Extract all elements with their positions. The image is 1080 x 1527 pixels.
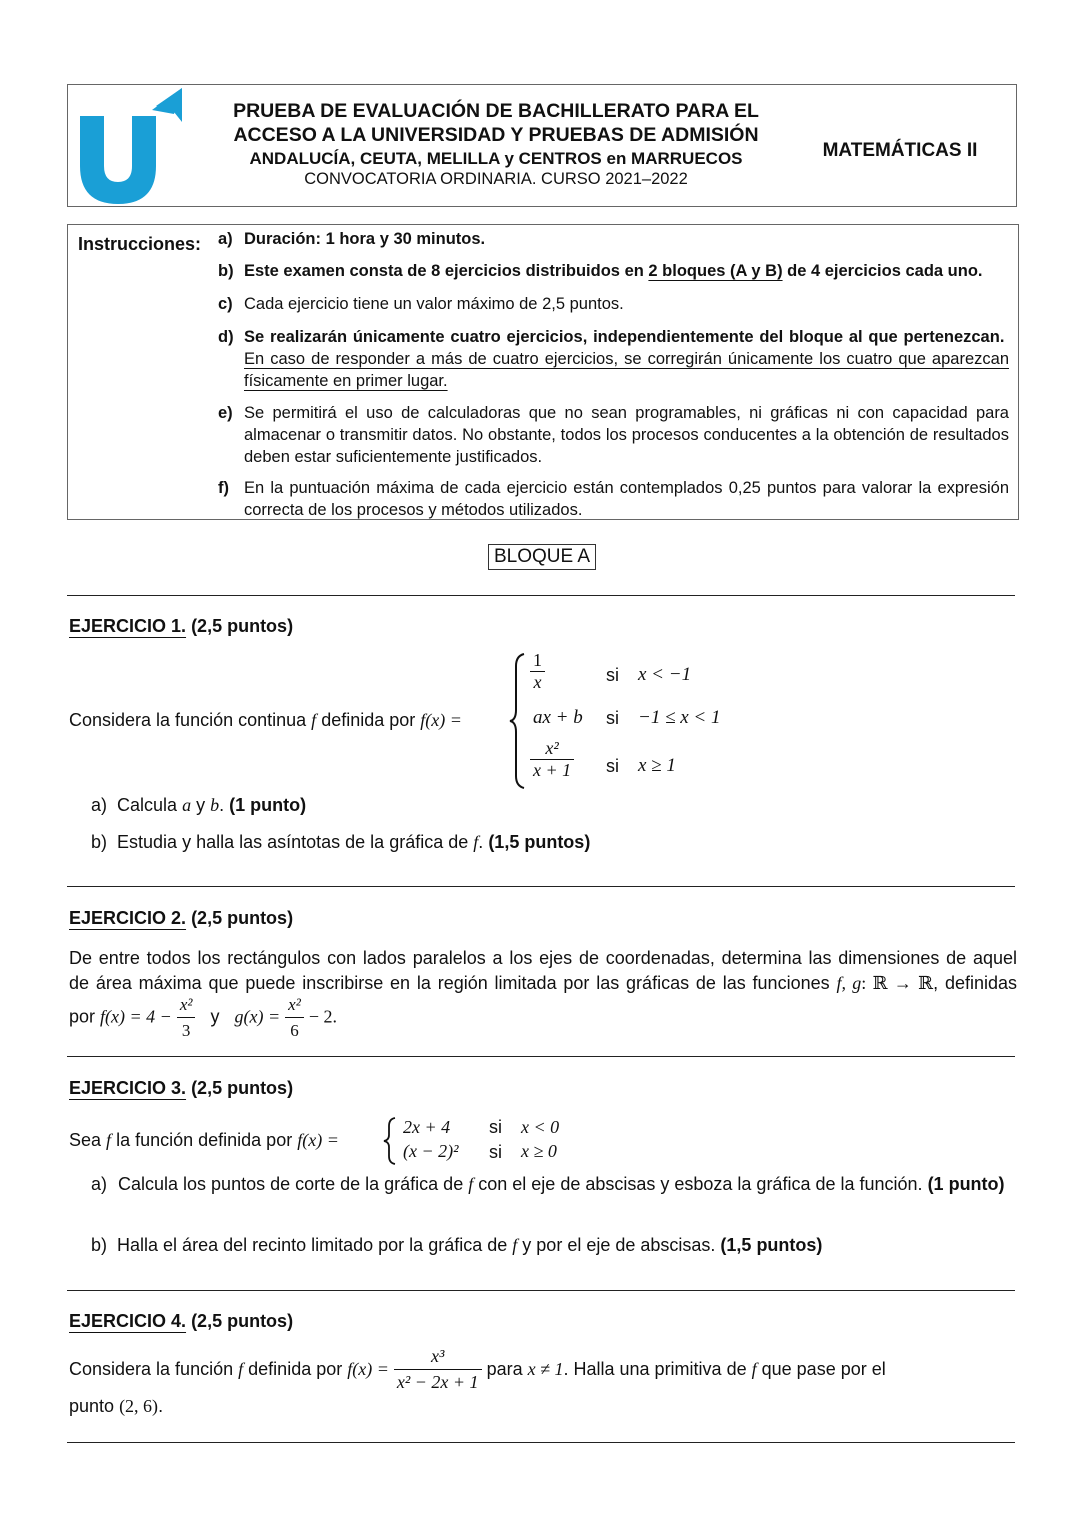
exercise-4-point: punto (2, 6). xyxy=(69,1396,164,1416)
divider xyxy=(67,595,1015,596)
divider xyxy=(67,1442,1015,1443)
item-text: Este examen consta de 8 ejercicios distribuidos en xyxy=(244,262,649,280)
item-text: Cada ejercicio tiene un valor máximo de 2,5 puntos. xyxy=(244,295,624,313)
case-3-expr: $\frac{\text{x²}}{x + 1}$ xyxy=(530,738,574,781)
item-text: Duración: 1 hora y 30 minutos. xyxy=(244,230,486,248)
exercise-3-statement: Sea f la función definida por f(x) = xyxy=(69,1130,339,1150)
instruction-item-e xyxy=(218,402,1009,468)
item-letter: e) xyxy=(218,404,233,422)
case-1-expr: 2x + 4 xyxy=(403,1117,451,1137)
item-letter: f) xyxy=(218,479,229,497)
exercise-1-statement: Considera la función continua f definida por f(x) = xyxy=(69,710,462,730)
exercise-3-part-b: b) Halla el área del recinto limitado por la gráfica de f y por el eje de abscisas. (1,5 puntos) xyxy=(91,1235,823,1255)
divider xyxy=(67,1056,1015,1057)
subject-title: MATEMÁTICAS II xyxy=(822,140,978,161)
case-3-cond: x ≥ 1 xyxy=(638,755,676,776)
instruction-item-f xyxy=(218,477,1009,521)
case-1-si: si xyxy=(489,1117,502,1137)
exercise-2-functions: por f(x) = 4 − $\frac{\text{x²}}{3}$ y g(x) = $\frac{\text{x²}}{6}$ − 2. xyxy=(69,992,337,1043)
left-brace-icon xyxy=(382,1116,398,1171)
instruction-item-d xyxy=(218,326,1009,392)
university-logo-icon xyxy=(78,86,184,204)
item-underlined: En caso de responder a más de cuatro ejercicios, se corregirán únicamente los cuatro que aparezcan físicamente en primer lugar. xyxy=(244,350,1009,390)
item-letter: d) xyxy=(218,328,234,346)
case-2-expr: (x − 2)² xyxy=(403,1141,459,1161)
exercise-2-line-2: de área máxima que puede inscribirse en la región limitada por las gráficas de las funciones f, g: ℝ → ℝ, definidas xyxy=(69,973,1017,993)
instruction-item-b xyxy=(218,260,1009,282)
case-1-expr: $\frac{1}{x}$ xyxy=(530,650,545,693)
item-letter: a) xyxy=(218,230,233,248)
divider xyxy=(67,1290,1015,1291)
case-2-cond: x ≥ 0 xyxy=(521,1141,557,1161)
case-2-cond: −1 ≤ x < 1 xyxy=(638,707,721,728)
item-text-end: de 4 ejercicios cada uno. xyxy=(782,262,983,280)
exercise-2-title: EJERCICIO 2. (2,5 puntos) xyxy=(69,908,294,928)
header-convocatoria: CONVOCATORIA ORDINARIA. CURSO 2021–2022 xyxy=(304,170,688,188)
item-underlined: 2 bloques (A y B) xyxy=(648,262,783,280)
exercise-1-part-b: b) Estudia y halla las asíntotas de la gráfica de f. (1,5 puntos) xyxy=(91,832,591,852)
item-text: Se permitirá el uso de calculadoras que no sean programables, ni gráficas ni con capacidad para almacenar o transmitir datos. No obstante, todos los procesos conducentes a la obtención de resultados deben estar suficientemente justificados. xyxy=(244,404,1009,466)
bloque-a-label: BLOQUE A xyxy=(488,544,596,570)
case-1-cond: x < −1 xyxy=(638,664,692,685)
instruction-item-c xyxy=(218,293,1009,315)
instructions-label: Instrucciones: xyxy=(78,234,202,254)
exercise-3-title: EJERCICIO 3. (2,5 puntos) xyxy=(69,1078,294,1098)
exercise-1-part-a: a) Calcula a y b. (1 punto) xyxy=(91,795,307,815)
case-2-expr: ax + b xyxy=(533,707,583,728)
header-title-line-2: ACCESO A LA UNIVERSIDAD Y PRUEBAS DE ADMISIÓN xyxy=(233,124,759,146)
item-bold-text: Se realizarán únicamente cuatro ejercicios, independientemente del bloque al que pertenezcan. xyxy=(244,328,1005,346)
item-letter: c) xyxy=(218,295,233,313)
case-3-si: si xyxy=(606,756,619,776)
header-title-line-1: PRUEBA DE EVALUACIÓN DE BACHILLERATO PARA EL xyxy=(233,100,759,122)
exercise-2-line-1: De entre todos los rectángulos con lados paralelos a los ejes de coordenadas, determina las dimensiones de aquel xyxy=(69,948,1017,968)
exercise-4-title: EJERCICIO 4. (2,5 puntos) xyxy=(69,1311,294,1331)
case-1-cond: x < 0 xyxy=(521,1117,560,1137)
divider xyxy=(67,886,1015,887)
case-2-si: si xyxy=(606,708,619,728)
case-1-si: si xyxy=(606,665,619,685)
case-2-si: si xyxy=(489,1142,502,1162)
exercise-3-part-a: a) Calcula los puntos de corte de la gráfica de f con el eje de abscisas y esboza la gráfica de la función. (1 punto) xyxy=(91,1174,1005,1194)
exercise-1-title: EJERCICIO 1. (2,5 puntos) xyxy=(69,616,294,636)
header-title-line-3: ANDALUCÍA, CEUTA, MELILLA y CENTROS en MARRUECOS xyxy=(249,149,743,168)
instruction-item-a xyxy=(218,228,1009,250)
item-letter: b) xyxy=(218,262,234,280)
item-text: En la puntuación máxima de cada ejercicio están contemplados 0,25 puntos para valorar la expresión correcta de los procesos y métodos utilizados. xyxy=(244,479,1009,519)
exercise-4-statement: Considera la función f definida por f(x) = $\frac{\text{x³}}{\text{x² − 2x + 1}}$ para x ≠ 1. Halla una primitiva de f que pase por el xyxy=(69,1346,886,1392)
